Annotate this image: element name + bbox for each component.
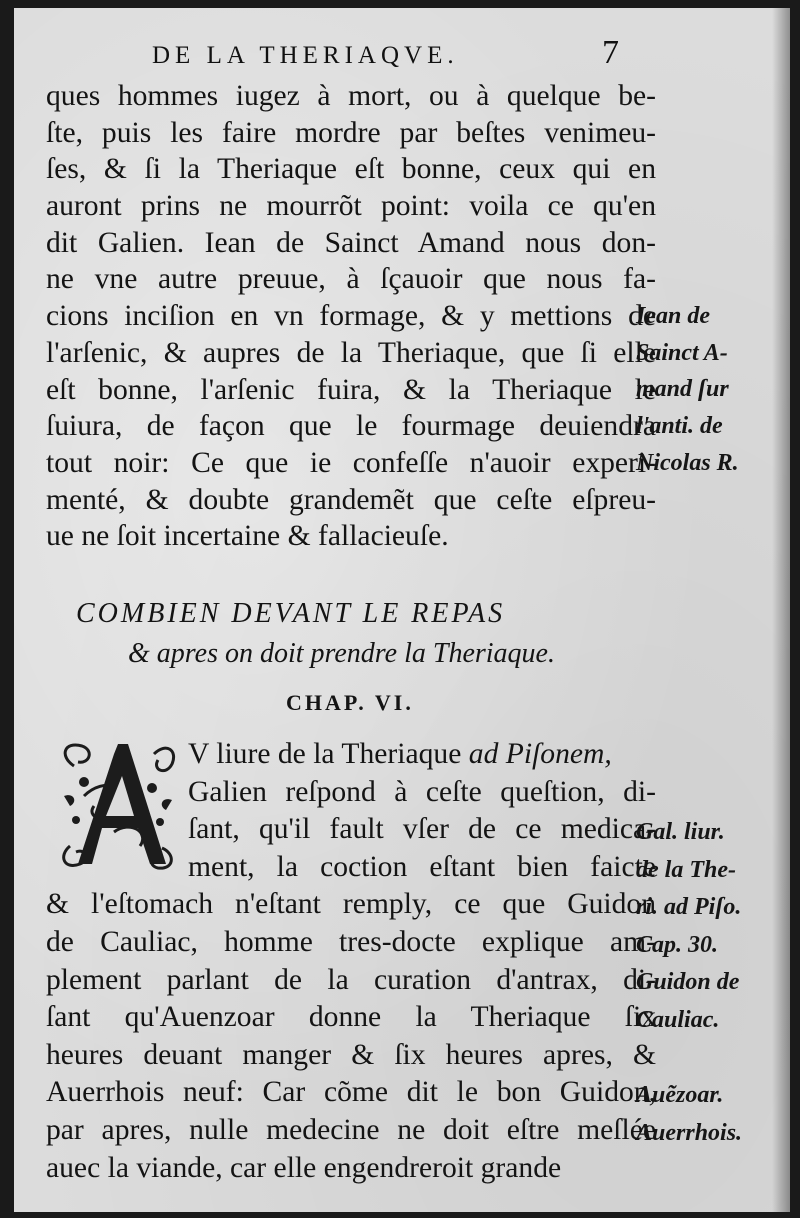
page-number: 7	[602, 34, 619, 71]
text-line: heures deuant manger & ſix heures apres, &	[46, 1038, 656, 1071]
text-line: Galien reſpond à ceſte queſtion, di-	[188, 775, 656, 808]
text-line: eſt bonne, l'arſenic fuira, & la Theriaque le	[46, 373, 656, 406]
margin-note-line: Sainct A-	[636, 339, 728, 366]
text-line: de Cauliac, homme tres-docte explique am-	[46, 925, 656, 958]
margin-note-line: Cauliac.	[636, 1006, 720, 1033]
text-line: auec la viande, car elle engendreroit grande	[46, 1151, 562, 1184]
chapter-title-line-1: COMBIEN DEVANT LE REPAS	[76, 598, 506, 629]
text-line: par apres, nulle medecine ne doit eſtre meſlée	[46, 1113, 656, 1146]
text-line: tout noir: Ce que ie confeſſe n'auoir experi-	[46, 446, 656, 479]
text-line: & l'eſtomach n'eſtant remply, ce que Guidon	[46, 888, 656, 921]
text-line: ſes, & ſi la Theriaque eſt bonne, ceux qui en	[46, 153, 656, 186]
margin-note-line: Auẽzoar.	[636, 1082, 724, 1109]
text-line: plement parlant de la curation d'antrax, di-	[46, 963, 656, 996]
margin-note-line: l'anti. de	[636, 413, 723, 440]
chapter-title-line-2: & apres on doit prendre la Theriaque.	[128, 638, 555, 669]
text-line	[46, 736, 656, 774]
book-page	[14, 8, 790, 1212]
text-line: ſant qu'Auenzoar donne la Theriaque ſix	[46, 1001, 656, 1034]
margin-note-line: Guidon de	[636, 969, 740, 996]
text-line: dit Galien. Iean de Sainct Amand nous don-	[46, 226, 656, 259]
margin-note-line: Nicolas R.	[636, 449, 739, 476]
margin-note-line: Auerrhois.	[636, 1119, 743, 1146]
margin-note-line: ri. ad Piſo.	[636, 894, 742, 921]
margin-note-line: de la The-	[636, 856, 736, 883]
margin-notes-1	[636, 298, 786, 481]
margin-note-line: Cap. 30.	[636, 931, 719, 958]
italic-text-run: ad Piſonem,	[468, 738, 612, 770]
text-line: ue ne ſoit incertaine & fallacieuſe.	[46, 520, 449, 553]
text-line: ſant, qu'il fault vſer de ce medica-	[188, 813, 656, 846]
running-head: DE LA THERIAQVE.	[152, 42, 459, 69]
margin-note-line	[636, 1040, 786, 1078]
text-line: menté, & doubte grandemẽt que ceſte eſpreu-	[46, 483, 656, 516]
chapter-number: CHAP. VI.	[286, 690, 414, 715]
chapter-title	[76, 594, 636, 674]
text-line: ſte, puis les faire mordre par beſtes venimeu-	[46, 116, 656, 149]
text-run: V liure de la Theriaque	[188, 738, 469, 770]
text-line: auront prins ne mourrõt point: voila ce qu'en	[46, 190, 656, 223]
margin-note-line: Gal. liur.	[636, 819, 725, 845]
text-line: cions inciſion en vn formage, & y mettions de	[46, 300, 656, 333]
margin-notes-2	[636, 814, 786, 1152]
text-line: ne vne autre preuue, à ſçauoir que nous fa-	[46, 263, 656, 296]
paragraph-1	[46, 78, 656, 555]
margin-note-line: mand ſur	[636, 376, 729, 403]
text-line: ſuiura, de façon que le fourmage deuiendra	[46, 410, 656, 443]
paragraph-2	[46, 736, 656, 1187]
text-line: ment, la coction eſtant bien faicte	[188, 850, 656, 883]
text-line: ques hommes iugez à mort, ou à quelque be-	[46, 80, 656, 112]
text-line: Auerrhois neuf: Car cõme dit le bon Guidon,	[46, 1076, 656, 1109]
text-line: l'arſenic, & aupres de la Theriaque, que ſi elle	[46, 336, 656, 369]
margin-note-line: Iean de	[636, 303, 710, 329]
